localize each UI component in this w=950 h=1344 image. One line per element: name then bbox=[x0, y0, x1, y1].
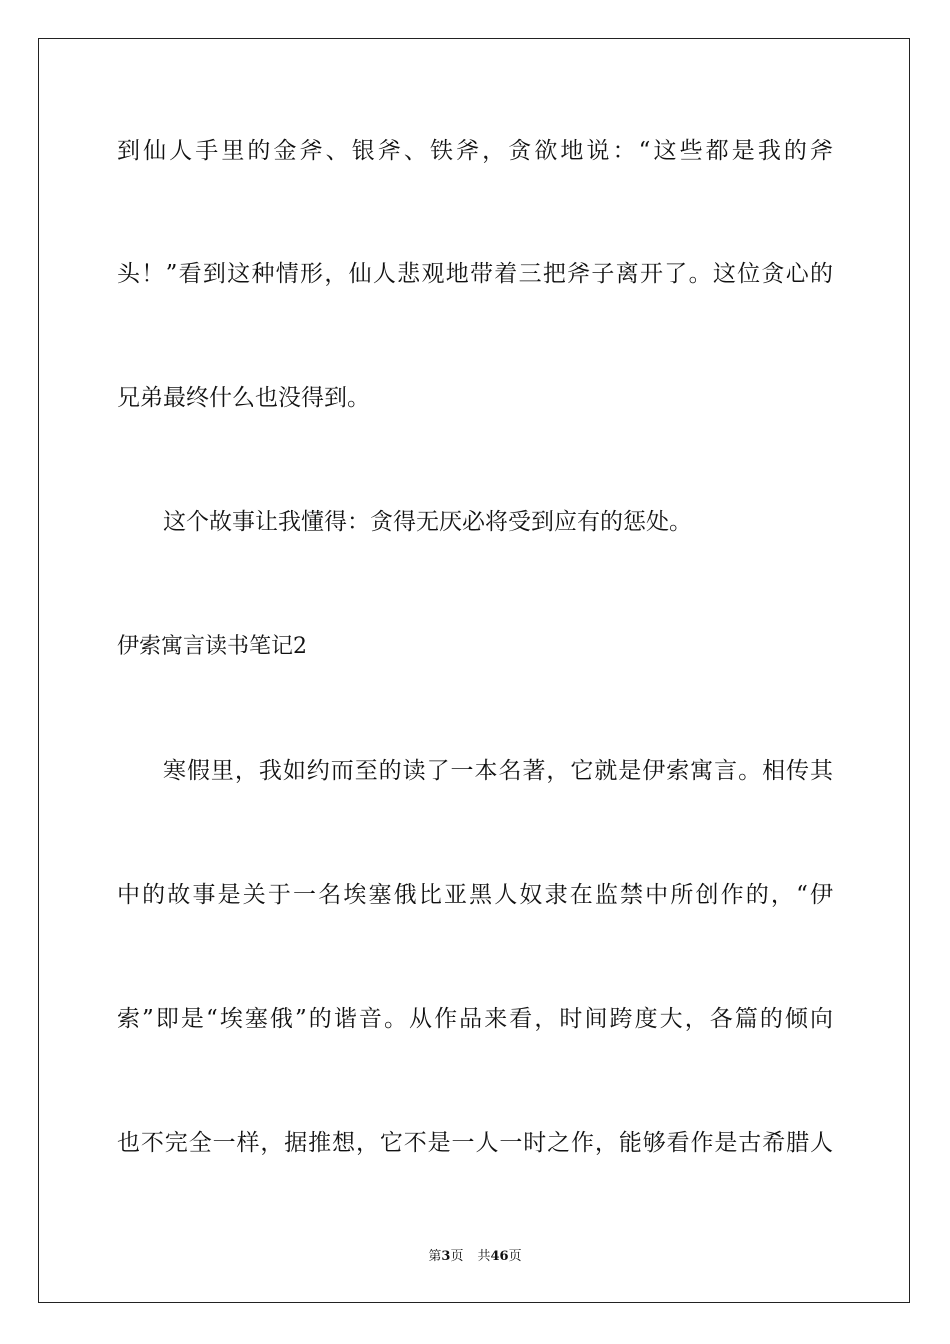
footer-page-number: 3 bbox=[441, 1249, 451, 1264]
footer-total-number: 46 bbox=[490, 1249, 509, 1264]
page-border bbox=[38, 38, 910, 1303]
body-line: 索”即是“埃塞俄”的谐音。从作品来看，时间跨度大，各篇的倾向 bbox=[117, 1006, 833, 1032]
body-line: 到仙人手里的金斧、银斧、铁斧，贪欲地说：“这些都是我的斧 bbox=[117, 138, 833, 164]
footer-total-prefix: 共 bbox=[477, 1249, 491, 1264]
body-line: 也不完全一样，据推想，它不是一人一时之作，能够看作是古希腊人 bbox=[117, 1130, 833, 1156]
section-heading: 伊索寓言读书笔记2 bbox=[117, 634, 307, 659]
page-footer bbox=[0, 1248, 950, 1266]
body-line: 这个故事让我懂得：贪得无厌必将受到应有的惩处。 bbox=[163, 509, 692, 535]
body-line: 中的故事是关于一名埃塞俄比亚黑人奴隶在监禁中所创作的，“伊 bbox=[117, 882, 833, 908]
footer-page-prefix: 第 bbox=[428, 1249, 442, 1264]
footer-page-suffix: 页 bbox=[450, 1249, 464, 1264]
body-line: 寒假里，我如约而至的读了一本名著，它就是伊索寓言。相传其 bbox=[163, 758, 833, 784]
body-line: 头！”看到这种情形，仙人悲观地带着三把斧子离开了。这位贪心的 bbox=[117, 261, 833, 287]
footer-total-suffix: 页 bbox=[508, 1249, 522, 1264]
body-line: 兄弟最终什么也没得到。 bbox=[117, 385, 370, 411]
